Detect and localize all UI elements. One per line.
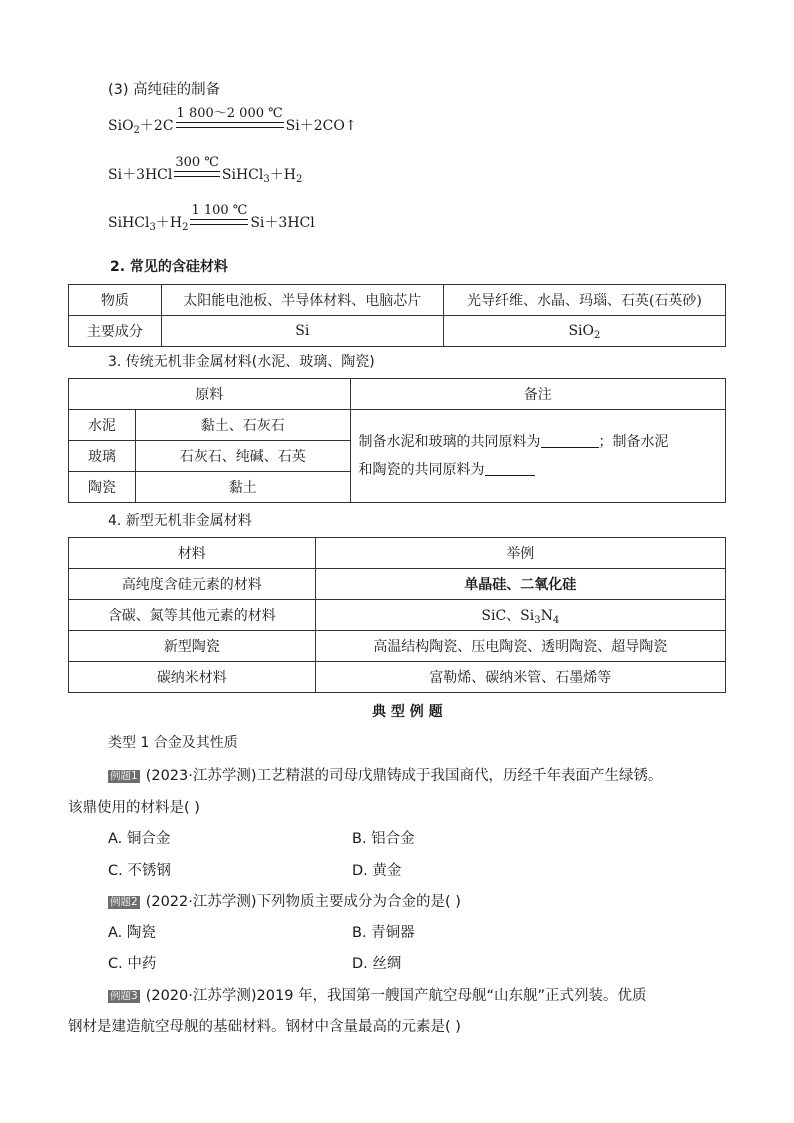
option-b[interactable]: B. 铝合金 bbox=[352, 831, 415, 847]
table-cell: 石灰石、纯碱、石英 bbox=[135, 441, 350, 472]
table-cell: 太阳能电池板、半导体材料、电脑芯片 bbox=[161, 285, 443, 316]
option-d[interactable]: D. 丝绸 bbox=[352, 956, 402, 972]
example-3-line-1: 例题3 (2020·江苏学测)2019 年，我国第一艘国产航空母舰“山东舰”正式列装。优质 bbox=[110, 988, 647, 1004]
table-header: 材料 bbox=[69, 538, 316, 569]
example-badge: 例题3 bbox=[110, 990, 138, 1002]
table-cell: SiO$_2$ bbox=[443, 316, 725, 347]
table-header: 备注 bbox=[350, 379, 725, 410]
reaction-condition: 300 ℃ bbox=[175, 155, 219, 170]
example-3-line-2: 钢材是建造航空母舰的基础材料。钢材中含量最高的元素是( ) bbox=[68, 1019, 461, 1035]
section-3-title: (3) 高纯硅的制备 bbox=[108, 82, 221, 98]
table-cell: 高温结构陶瓷、压电陶瓷、透明陶瓷、超导陶瓷 bbox=[315, 631, 725, 662]
example-badge: 例题1 bbox=[110, 770, 138, 782]
option-c[interactable]: C. 中药 bbox=[108, 956, 157, 972]
equation-2: Si＋3HCl 300 ℃ $SiHCl_3+H_2$ bbox=[108, 155, 302, 192]
option-c[interactable]: C. 不锈钢 bbox=[108, 863, 171, 879]
table-cell: 富勒烯、碳纳米管、石墨烯等 bbox=[315, 662, 725, 693]
section-title: 典 型 例 题 bbox=[372, 704, 443, 720]
option-b[interactable]: B. 青铜器 bbox=[352, 925, 415, 941]
heading-new-materials: 4. 新型无机非金属材料 bbox=[108, 513, 252, 529]
reaction-arrow bbox=[176, 106, 284, 143]
table-cell: 主要成分 bbox=[69, 316, 162, 347]
table-cell: 黏土、石灰石 bbox=[135, 410, 350, 441]
equation-1: SiO$_2$＋2C 1 800～2 000 ℃ Si＋2CO↑ bbox=[108, 106, 357, 143]
table-cell: 玻璃 bbox=[69, 441, 136, 472]
table-cell: 物质 bbox=[69, 285, 162, 316]
table-cell: 含碳、氮等其他元素的材料 bbox=[69, 600, 316, 631]
table-cell: 高纯度含硅元素的材料 bbox=[69, 569, 316, 600]
option-d[interactable]: D. 黄金 bbox=[352, 863, 402, 879]
table-cell: 黏土 bbox=[135, 472, 350, 503]
reaction-condition: 1 100 ℃ bbox=[191, 203, 248, 218]
heading-common-silicon-materials: 2. 常见的含硅材料 bbox=[110, 259, 228, 275]
reaction-arrow bbox=[174, 155, 220, 192]
table-header: 举例 bbox=[315, 538, 725, 569]
silicon-materials-table bbox=[68, 284, 726, 347]
heading-traditional-materials: 3. 传统无机非金属材料(水泥、玻璃、陶瓷) bbox=[108, 354, 375, 370]
table-cell: 陶瓷 bbox=[69, 472, 136, 503]
equation-3: $SiHCl_3+H_2$ 1 100 ℃ Si＋3HCl bbox=[108, 203, 315, 240]
option-a[interactable]: A. 陶瓷 bbox=[108, 925, 156, 941]
table-cell: 光导纤维、水晶、玛瑙、石英(石英砂) bbox=[443, 285, 725, 316]
table-cell: 新型陶瓷 bbox=[69, 631, 316, 662]
example-1-line-2: 该鼎使用的材料是( ) bbox=[68, 800, 200, 816]
type-heading: 类型 1 合金及其性质 bbox=[108, 735, 238, 751]
notes-cell: 制备水泥和玻璃的共同原料为 ；制备水泥 和陶瓷的共同原料为 bbox=[350, 410, 725, 503]
table-cell: 单晶硅、二氧化硅 bbox=[315, 569, 725, 600]
example-1-line-1: 例题1 (2023·江苏学测)工艺精湛的司母戊鼎铸成于我国商代，历经千年表面产生绿锈。 bbox=[110, 768, 663, 784]
traditional-materials-table bbox=[68, 378, 726, 503]
table-header: 原料 bbox=[69, 379, 351, 410]
fill-blank[interactable] bbox=[485, 461, 535, 476]
fill-blank[interactable] bbox=[541, 433, 599, 448]
example-2-line-1: 例题2 (2022·江苏学测)下列物质主要成分为合金的是( ) bbox=[110, 894, 461, 910]
reaction-arrow bbox=[190, 203, 248, 240]
reaction-condition: 1 800～2 000 ℃ bbox=[176, 106, 283, 121]
example-badge: 例题2 bbox=[110, 896, 138, 908]
table-cell: Si bbox=[161, 316, 443, 347]
table-cell: 水泥 bbox=[69, 410, 136, 441]
option-a[interactable]: A. 铜合金 bbox=[108, 831, 171, 847]
table-cell: SiC、$Si_3N_4$ bbox=[315, 600, 725, 631]
new-materials-table bbox=[68, 537, 726, 693]
table-cell: 碳纳米材料 bbox=[69, 662, 316, 693]
